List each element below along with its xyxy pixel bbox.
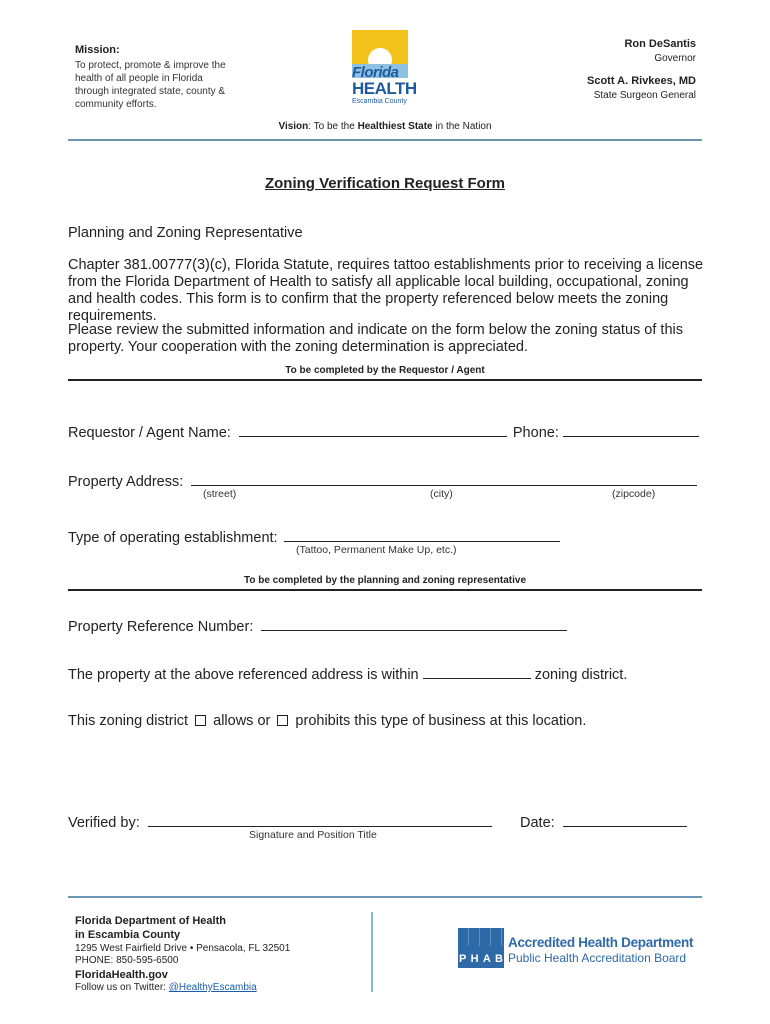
footer-phone: PHONE: 850-595-6500 xyxy=(75,955,179,966)
twitter-pre: Follow us on Twitter: xyxy=(75,982,169,993)
header-divider xyxy=(68,139,702,141)
florida-health-logo xyxy=(350,30,417,108)
phab-letter-b: B xyxy=(495,953,503,965)
footer-contact xyxy=(75,914,335,994)
phab-line2: Public Health Accreditation Board xyxy=(508,951,687,965)
phab-letters-row xyxy=(459,953,503,965)
section1-rule xyxy=(68,379,702,381)
vision-pre: : To be the xyxy=(308,121,358,132)
address-label: Property Address: xyxy=(68,474,184,490)
date-label: Date: xyxy=(520,815,555,831)
mission-text: To protect, promote & improve the health of all people in Florida through integrated state, county & community efforts. xyxy=(75,60,226,110)
establishment-hint: (Tattoo, Permanent Make Up, etc.) xyxy=(296,544,457,556)
governor-name: Ron DeSantis xyxy=(624,38,696,50)
signature-hint: Signature and Position Title xyxy=(249,829,377,841)
governor-block xyxy=(496,38,696,101)
zoning-district-field[interactable] xyxy=(423,664,531,679)
surgeon-name: Scott A. Rivkees, MD xyxy=(586,75,696,87)
vision-post: in the Nation xyxy=(432,121,492,132)
phab-letter-p: P xyxy=(459,953,467,965)
form-title: Zoning Verification Request Form xyxy=(264,175,506,192)
footer-vertical-divider xyxy=(371,912,373,992)
footer-org-line1: Florida Department of Health xyxy=(75,915,226,927)
mission-block: Mission: To protect, promote & improve the health of all people in Florida through integrated state, county & community efforts. xyxy=(75,44,235,111)
property-address-field[interactable] xyxy=(191,471,697,486)
zoning-allows: allows or xyxy=(213,713,271,729)
city-label: (city) xyxy=(430,488,453,500)
governor-title: Governor xyxy=(654,53,696,64)
verified-label: Verified by: xyxy=(68,815,140,831)
prohibits-checkbox[interactable] xyxy=(277,715,288,726)
allows-checkbox[interactable] xyxy=(195,715,206,726)
date-field[interactable] xyxy=(563,812,687,827)
establishment-label: Type of operating establishment: xyxy=(68,530,278,546)
addressee: Planning and Zoning Representative xyxy=(68,225,303,241)
phab-logo xyxy=(458,928,708,968)
zoning-status-row xyxy=(68,713,586,730)
property-ref-field[interactable] xyxy=(261,616,567,631)
footer-address: 1295 West Fairfield Drive • Pensacola, FL 32501 xyxy=(75,943,291,954)
section1-heading: To be completed by the Requestor / Agent xyxy=(285,365,485,376)
section2-heading: To be completed by the planning and zoning representative xyxy=(243,575,527,586)
property-ref-label: Property Reference Number: xyxy=(68,619,254,635)
logo-county: Escambia County xyxy=(352,98,407,105)
phab-letter-a: A xyxy=(482,953,491,965)
phab-letter-h: H xyxy=(470,953,479,965)
verified-by-field[interactable] xyxy=(148,812,492,827)
logo-florida: Florida xyxy=(352,64,399,81)
vision-label: Vision xyxy=(278,121,309,132)
zoning-pre: This zoning district xyxy=(68,713,189,729)
zoning-prohibits: prohibits this type of business at this location. xyxy=(295,713,587,729)
phab-grid-icon xyxy=(458,928,504,946)
vision-bold: Healthiest State xyxy=(357,121,433,132)
footer-website[interactable]: FloridaHealth.gov xyxy=(75,969,168,981)
requestor-label: Requestor / Agent Name: xyxy=(68,425,231,441)
date-row xyxy=(520,812,687,832)
mission-title: Mission xyxy=(75,44,116,56)
district-post: zoning district. xyxy=(534,667,628,683)
phone-field[interactable] xyxy=(563,422,699,437)
twitter-link[interactable]: @HealthyEscambia xyxy=(168,982,257,993)
zip-label: (zipcode) xyxy=(612,488,656,500)
district-pre: The property at the above referenced address is within xyxy=(68,667,419,683)
intro-paragraph: Chapter 381.00777(3)(c), Florida Statute, requires tattoo establishments prior to receiving a license from the Florida Department of Health to satisfy all applicable local building, occupational, zoning and health codes. This form is to confirm that the property referenced below meets the zoning requirements. xyxy=(68,257,704,324)
phab-line1: Accredited Health Department xyxy=(508,935,694,950)
property-ref-row xyxy=(68,616,567,636)
district-row xyxy=(68,664,627,684)
establishment-type-field[interactable] xyxy=(284,527,560,542)
footer-org-line2: in Escambia County xyxy=(75,929,181,941)
logo-health: HEALTH xyxy=(352,79,417,98)
vision-statement xyxy=(0,121,770,132)
phone-label: Phone: xyxy=(512,425,559,441)
phab-letters xyxy=(458,928,504,968)
section2-rule xyxy=(68,589,702,591)
requestor-name-field[interactable] xyxy=(239,422,507,437)
review-paragraph: Please review the submitted information and indicate on the form below the zoning status of this property. Your cooperation with the zoning determination is appreciated. xyxy=(68,322,683,355)
footer-twitter xyxy=(75,982,335,994)
requestor-row xyxy=(68,422,699,442)
address-row xyxy=(68,471,697,491)
street-label: (street) xyxy=(203,488,237,500)
footer-divider xyxy=(68,896,702,898)
surgeon-title: State Surgeon General xyxy=(593,90,696,101)
